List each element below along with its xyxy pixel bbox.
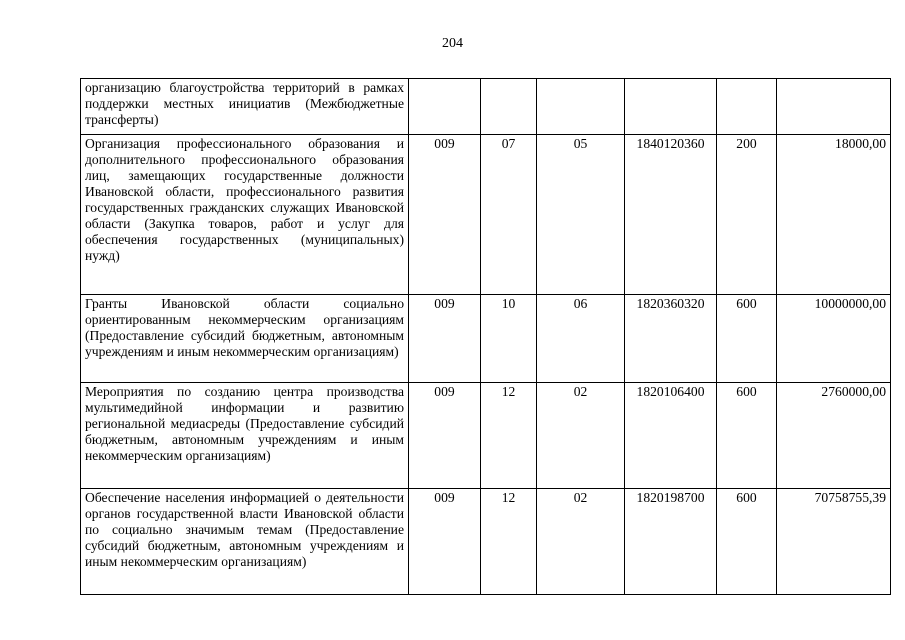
section-code: 12: [481, 489, 537, 595]
table-row: [81, 383, 891, 489]
target-article-code: 1820360320: [625, 295, 717, 383]
target-article-code: [625, 79, 717, 135]
section-code: 07: [481, 135, 537, 295]
row-description: Обеспечение населения информацией о деятельности органов государственной власти Ивановской области по социально значимым темам (Предоставление субсидий бюджетным, автономным учреждениям и иным некоммерческим организациям): [81, 489, 409, 595]
table-row: [81, 135, 891, 295]
section-code: 10: [481, 295, 537, 383]
expense-type-code: 600: [717, 295, 777, 383]
subsection-code: 02: [537, 383, 625, 489]
page-number: 204: [442, 36, 463, 51]
expense-type-code: 600: [717, 383, 777, 489]
amount-value: 10000000,00: [777, 295, 891, 383]
target-article-code: 1840120360: [625, 135, 717, 295]
table-row: [81, 489, 891, 595]
target-article-code: 1820106400: [625, 383, 717, 489]
amount-value: 70758755,39: [777, 489, 891, 595]
expense-type-code: [717, 79, 777, 135]
ministry-code: 009: [409, 383, 481, 489]
subsection-code: 06: [537, 295, 625, 383]
row-description: Организация профессионального образования и дополнительного профессионального образования лиц, замещающих государственные должности Ивановской области, профессионального развития государственных гражданских служащих Ивановской области (Закупка товаров, работ и услуг для обеспечения государственных (муниципальных) нужд): [81, 135, 409, 295]
ministry-code: 009: [409, 489, 481, 595]
subsection-code: 02: [537, 489, 625, 595]
amount-value: [777, 79, 891, 135]
ministry-code: 009: [409, 135, 481, 295]
amount-value: 18000,00: [777, 135, 891, 295]
expense-type-code: 600: [717, 489, 777, 595]
table-row: [81, 295, 891, 383]
subsection-code: 05: [537, 135, 625, 295]
target-article-code: 1820198700: [625, 489, 717, 595]
section-code: [481, 79, 537, 135]
expense-type-code: 200: [717, 135, 777, 295]
row-description: Мероприятия по созданию центра производства мультимедийной информации и развитию региональной медиасреды (Предоставление субсидий бюджетным, автономным учреждениям и иным некоммерческим организациям): [81, 383, 409, 489]
row-description: организацию благоустройства территорий в рамках поддержки местных инициатив (Межбюджетные трансферты): [81, 79, 409, 135]
budget-table: [80, 78, 891, 595]
ministry-code: 009: [409, 295, 481, 383]
section-code: 12: [481, 383, 537, 489]
row-description: Гранты Ивановской области социально ориентированным некоммерческим организациям (Предоставление субсидий бюджетным, автономным учреждениям и иным некоммерческим организациям): [81, 295, 409, 383]
subsection-code: [537, 79, 625, 135]
table-row: [81, 79, 891, 135]
amount-value: 2760000,00: [777, 383, 891, 489]
ministry-code: [409, 79, 481, 135]
